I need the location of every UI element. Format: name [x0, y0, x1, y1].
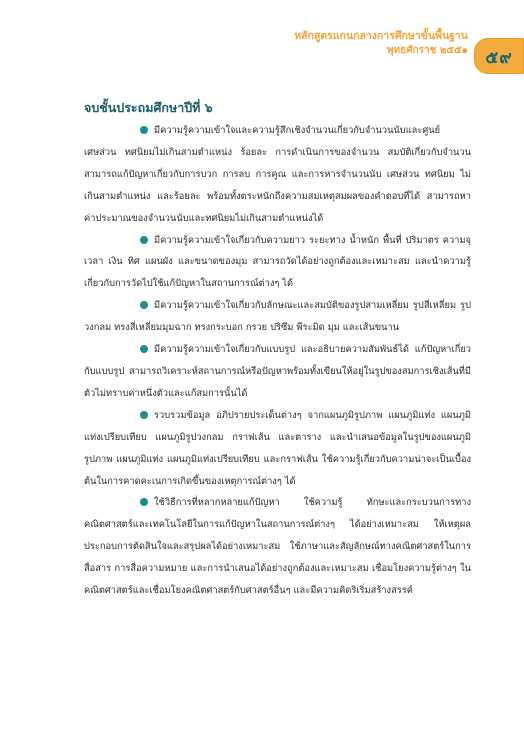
paragraph-text: ใช้วิธีการที่หลากหลายแก้ปัญหา ใช้ความรู้ ทักษะและกระบวนการทางคณิตศาสตร์และเทคโนโลยีในการแก้ปัญหาในสถานการณ์ต่างๆ ได้อย่างเหมาะสม ให้เหตุผลประกอบการตัดสินใจและสรุปผลได้อย่างเหมาะสม ใช้ภาษาและสัญลักษณ์ทางคณิตศาสตร์ในการสื่อสาร การสื่อความหมาย และการนำเสนอได้อย่างถูกต้องและเหมาะสม เชื่อมโยงความรู้ต่างๆ ในคณิตศาสตร์และเชื่อมโยงคณิตศาสตร์กับศาสตร์อื่นๆ และมีความคิดริเริ่มสร้างสรรค์: [84, 497, 471, 597]
paragraph-text: มีความรู้ความเข้าใจเกี่ยวกับลักษณะและสมบัติของรูปสามเหลี่ยม รูปสี่เหลี่ยม รูปวงกลม ทรงสี่เหลี่ยมมุมฉาก ทรงกระบอก กรวย ปริซึม พีระมิด มุม และเส้นขนาน: [84, 300, 471, 334]
bullet-icon: [140, 345, 148, 353]
paragraph-2: [84, 230, 471, 296]
bullet-icon: [140, 498, 148, 506]
paragraph-4: [84, 339, 471, 405]
page-number-tab: [474, 38, 524, 74]
bullet-icon: [140, 126, 148, 134]
paragraph-3: [84, 295, 471, 339]
paragraph-1: [84, 120, 471, 230]
section-heading: จบชั้นประถมศึกษาปีที่ ๖: [84, 100, 213, 115]
running-header-subtitle: พุทธศักราช ๒๕๕๑: [386, 45, 468, 56]
bullet-icon: [140, 236, 148, 244]
paragraph-text: รวบรวมข้อมูล อภิปรายประเด็นต่างๆ จากแผนภูมิรูปภาพ แผนภูมิแท่ง แผนภูมิแท่งเปรียบเทียบ แผนภูมิรูปวงกลม กราฟเส้น และตาราง และนำเสนอข้อมูลในรูปของแผนภูมิรูปภาพ แผนภูมิแท่ง แผนภูมิแท่งเปรียบเทียบ และกราฟเส้น ใช้ความรู้เกี่ยวกับความน่าจะเป็นเบื้องต้นในการคาดคะเนการเกิดขึ้นของเหตุการณ์ต่างๆ ได้: [84, 409, 471, 487]
paragraph-5: [84, 405, 471, 493]
running-header-title: หลักสูตรแกนกลางการศึกษาขั้นพื้นฐาน: [294, 30, 468, 42]
paragraph-text: มีความรู้ความเข้าใจเกี่ยวกับความยาว ระยะทาง น้ำหนัก พื้นที่ ปริมาตร ความจุ เวลา เงิน ทิศ แผนผัง และขนาดของมุม สามารถวัดได้อย่างถูกต้องและเหมาะสม และนำความรู้เกี่ยวกับการวัดไปใช้แก้ปัญหาในสถานการณ์ต่างๆ ได้: [84, 234, 471, 290]
page-number: ๕๙: [485, 48, 513, 68]
paragraph-text: มีความรู้ความเข้าใจและความรู้สึกเชิงจำนวนเกี่ยวกับจำนวนนับและศูนย์ เศษส่วน ทศนิยมไม่เกินสามตำแหน่ง ร้อยละ การดำเนินการของจำนวน สมบัติเกี่ยวกับจำนวน สามารถแก้ปัญหาเกี่ยวกับการบวก การลบ การคูณ และการหารจำนวนนับ เศษส่วน ทศนิยม ไม่เกินสามตำแหน่ง และร้อยละ พร้อมทั้งตระหนักถึงความสมเหตุสมผลของคำตอบที่ได้ สามารถหาค่าประมาณของจำนวนนับและทศนิยมไม่เกินสามตำแหน่งได้: [84, 125, 471, 224]
paragraph-6: [84, 492, 471, 602]
bullet-icon: [140, 411, 148, 419]
body-content: [84, 120, 471, 602]
paragraph-text: มีความรู้ความเข้าใจเกี่ยวกับแบบรูป และอธิบายความสัมพันธ์ได้ แก้ปัญหาเกี่ยวกับแบบรูป สามารถวิเคราะห์สถานการณ์หรือปัญหาพร้อมทั้งเขียนให้อยู่ในรูปของสมการเชิงเส้นที่มีตัวไม่ทราบค่าหนึ่งตัวและแก้สมการนั้นได้: [84, 344, 471, 399]
bullet-icon: [140, 301, 148, 309]
